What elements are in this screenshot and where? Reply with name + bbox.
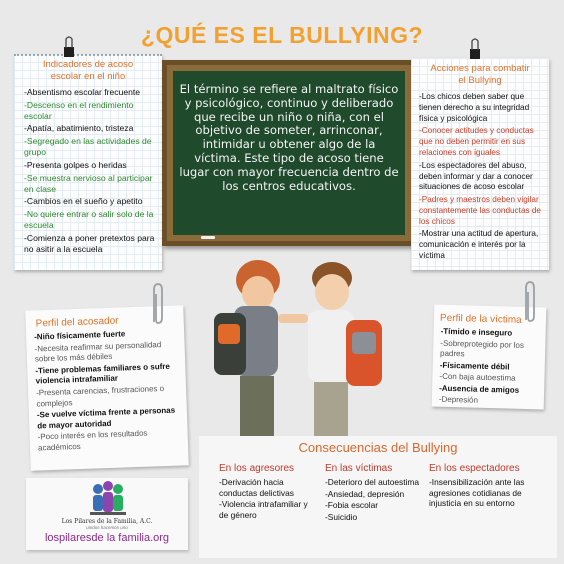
bully-trait-item: -Tiene problemas familiares o sufre violencia intrafamiliar <box>35 361 171 386</box>
paperclip-icon <box>150 282 164 326</box>
organization-name: Los Pilares de la Familia, A.C. <box>61 518 153 525</box>
indicators-title-line1: Indicadores de acoso <box>42 59 134 70</box>
consequence-item: -Suicidio <box>325 511 358 522</box>
organization-url[interactable]: lospilaresde la familia.org <box>44 532 170 544</box>
consequences-col-victims-head: En las víctimas <box>325 463 393 474</box>
note-perforation <box>14 54 162 58</box>
consequences-title: Consecuencias del Bullying <box>298 440 458 455</box>
children-illustration <box>196 258 406 442</box>
paperclip-icon <box>522 280 536 324</box>
actions-title-line1: Acciones para combatir <box>430 63 530 74</box>
indicators-note <box>14 54 162 270</box>
consequences-panel <box>199 436 557 558</box>
page-title: ¿QUÉ ES EL BULLYING? <box>140 22 424 48</box>
family-logo-icon <box>86 480 130 516</box>
consequence-item: -Violencia intrafamiliar y de género <box>219 499 308 520</box>
consequence-item: -Ansiedad, depresión <box>325 488 405 499</box>
consequences-col-aggressors-list <box>219 477 315 521</box>
victim-trait-item: -Sobreprotegido por los padres <box>439 338 525 359</box>
victim-profile-list <box>439 327 544 409</box>
bully-trait-item: -Se vuelve víctima frente a personas de mayor autoridad <box>36 405 176 431</box>
bully-profile-list <box>34 327 184 455</box>
victim-trait-item: -Tímido e inseguro <box>440 326 513 338</box>
binder-clip-icon <box>63 36 75 58</box>
bully-profile-title: Perfil del acosador <box>35 315 119 330</box>
consequence-item: -Fobia escolar <box>325 500 379 511</box>
action-item: -Los chicos deben saber que tienen derecho a su integridad física y psicológica <box>419 92 530 123</box>
indicator-item: -Cambios en el sueño y apetito <box>24 196 143 207</box>
actions-title-line2: el Bullying <box>458 75 502 86</box>
consequences-col-bystanders-list <box>429 477 551 510</box>
action-item: -Los espectadores del abuso, deben informar y dar a conocer situaciones de acoso escolar <box>419 160 533 192</box>
victim-trait-item: -Con baja autoestima <box>439 371 516 383</box>
bully-profile-card <box>25 305 188 470</box>
consequences-col-bystanders-head: En los espectadores <box>429 463 520 474</box>
consequence-item: -Derivación hacia conductas delictivas <box>219 477 294 498</box>
indicator-item: -Comienza a poner pretextos para no asitir a la escuela <box>24 232 155 254</box>
indicator-item: -Apatía, abatimiento, tristeza <box>24 123 134 134</box>
indicator-item: -Segregado en las actividades de grupo <box>24 136 152 158</box>
indicator-item: -Presenta golpes o heridas <box>24 159 127 170</box>
bully-trait-item: -Niño físicamente fuerte <box>34 329 126 342</box>
chalkboard-surface <box>173 71 405 235</box>
indicators-list <box>24 87 158 257</box>
bully-trait-item: -Necesita reafirmar su personalidad sobre los más débiles <box>34 339 162 364</box>
indicator-item: -Descenso en el rendimiento escolar <box>24 99 134 121</box>
organization-logo-card <box>26 478 188 550</box>
actions-note <box>411 58 549 270</box>
bully-trait-item: -Presenta carencias, frustraciones o complejos <box>35 383 165 409</box>
consequence-item: -Deterioro del autoestima <box>325 477 420 487</box>
actions-list <box>419 92 547 264</box>
victim-profile-title: Perfil de la víctima <box>439 312 522 326</box>
organization-tagline: unidos hacemos uno <box>86 525 128 530</box>
consequences-col-aggressors-head: En los agresores <box>219 463 295 474</box>
action-item: -Padres y maestros deben vigilar constantemente las conductas de los chicos <box>419 194 541 226</box>
binder-clip-icon <box>469 38 481 60</box>
indicator-item: -Absentismo escolar frecuente <box>24 87 141 97</box>
action-item: -Mostrar una actitud de apertura, comunicación e interés por la víctima <box>419 229 539 261</box>
bullying-definition: El término se refiere al maltrato físico y psicológico, continuo y deliberado que recibe un niño o niña, con el objetivo de someter, arrinconar, intimidar u obtener algo de la víctima. Este tipo de acoso tiene lugar con mayor frecuencia dentro de los centros educativos. <box>179 82 399 193</box>
action-item: -Conocer actitudes y conductas que no deben permitir en sus relaciones con iguales <box>419 126 534 158</box>
victim-trait-item: -Depresión <box>438 394 479 405</box>
chalk-piece <box>201 236 215 239</box>
indicators-title <box>18 59 158 83</box>
bully-trait-item: -Poco interés en los resultados académicos <box>37 428 148 453</box>
chalkboard <box>162 60 416 246</box>
actions-title <box>415 63 545 87</box>
indicator-item: -No quiere entrar o salir solo de la escuela <box>24 209 154 231</box>
victim-trait-item: -Físicamente débil <box>439 360 510 372</box>
consequences-col-victims-list <box>325 477 421 523</box>
indicators-title-line2: escolar en el niño <box>50 71 126 82</box>
indicator-item: -Se muestra nervioso al participar en clase <box>24 172 153 194</box>
consequence-item: -Insensibilización ante las agresiones cotidianas de injusticia en su entorno <box>429 477 525 509</box>
victim-trait-item: -Ausencia de amigos <box>439 383 520 395</box>
